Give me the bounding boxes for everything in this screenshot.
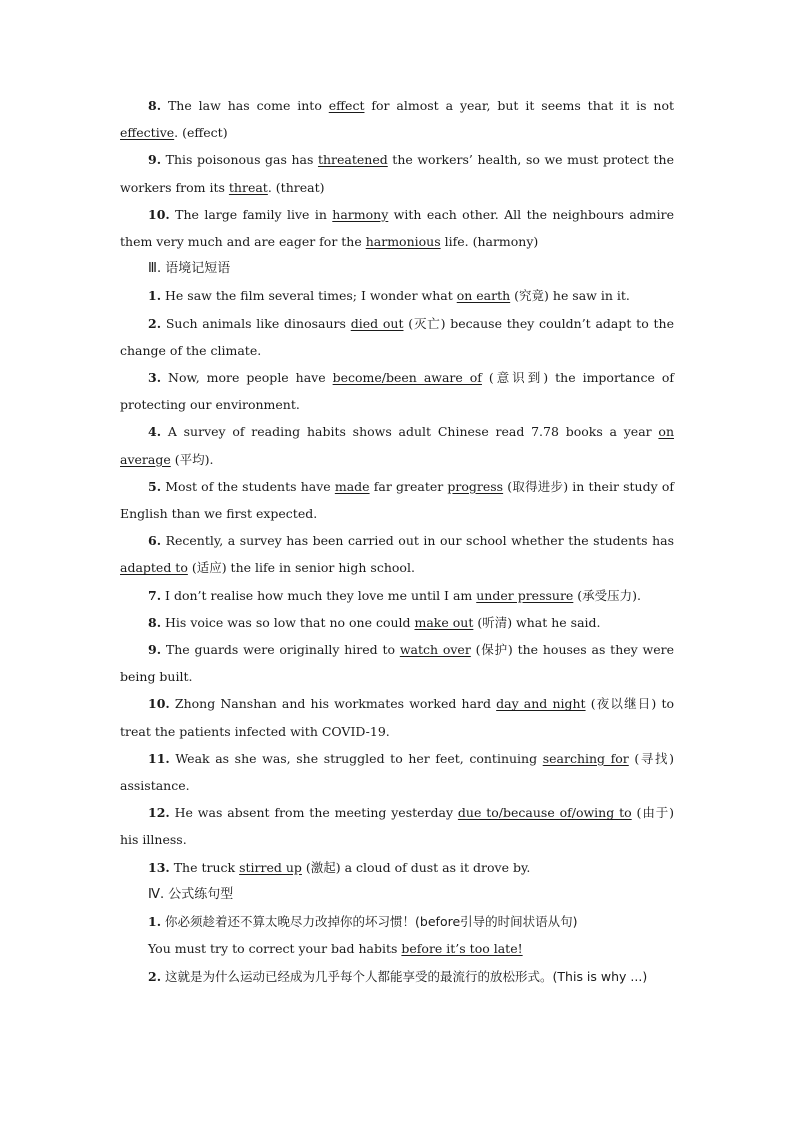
exercise-item: 11. Weak as she was, she struggled to her feet, continuing searching for (寻找) assistance.: [120, 750, 674, 794]
answer: threat: [228, 179, 268, 195]
item-number: 1.: [148, 914, 162, 930]
item-number: 3.: [148, 370, 162, 386]
exercise-item: 2. 这就是为什么运动已经成为几乎每个人都能享受的最流行的放松形式。(This is why ...): [148, 968, 648, 984]
exercise-item: 6. Recently, a survey has been carried out in our school whether the students has adapted to (适应) the life in senior high school.: [120, 533, 674, 576]
item-number: 4.: [148, 424, 162, 440]
answer: searching for: [542, 750, 629, 766]
answer: effective: [120, 125, 175, 141]
exercise-item: 1. 你必须趁着还不算太晚尽力改掉你的坏习惯！(before引导的时间状语从句): [148, 914, 578, 930]
exercise-item: 8. His voice was so low that no one could make out (听清) what he said.: [148, 614, 601, 630]
exercise-item: 8. The law has come into effect for almost a year, but it seems that it is not effective. (effect): [120, 98, 674, 141]
item-number: 5.: [148, 478, 162, 494]
answer: threatened: [317, 152, 388, 168]
answer: make out: [414, 614, 474, 630]
item-number: 12.: [148, 805, 170, 821]
answer: due to/because of/owing to: [457, 805, 632, 821]
item-number: 8.: [148, 98, 162, 113]
answer: stirred up: [239, 859, 302, 875]
answer: died out: [350, 315, 404, 331]
item-number: 13.: [148, 859, 170, 875]
item-number: 9.: [148, 642, 162, 658]
answer: become/been aware of: [332, 370, 482, 386]
answer: on earth: [456, 288, 511, 304]
item-number: 11.: [148, 750, 170, 766]
document-content: [120, 92, 674, 990]
item-number: 2.: [148, 315, 162, 331]
answer: watch over: [399, 642, 471, 658]
answer: made: [334, 478, 370, 494]
answer-sentence: You must try to correct your bad habits before it’s too late!: [148, 941, 523, 957]
item-number: 10.: [148, 206, 170, 222]
item-number: 9.: [148, 152, 162, 168]
exercise-item: 3. Now, more people have become/been aware of (意识到) the importance of protecting our environment.: [120, 370, 674, 413]
section-heading: Ⅳ. 公式练句型: [148, 886, 234, 902]
item-number: 8.: [148, 614, 162, 630]
answer: under pressure: [476, 587, 574, 603]
exercise-item: 9. The guards were originally hired to watch over (保护) the houses as they were being built.: [120, 642, 674, 685]
answer: harmony: [332, 206, 389, 222]
item-number: 1.: [148, 288, 162, 304]
exercise-item: 5. Most of the students have made far greater progress (取得进步) in their study of English than we first expected.: [120, 478, 674, 522]
exercise-item: 10. The large family live in harmony with each other. All the neighbours admire them very much and are eager for the harmonious life. (harmony): [120, 206, 674, 250]
answer: adapted to: [120, 560, 188, 576]
exercise-item: 10. Zhong Nanshan and his workmates worked hard day and night (夜以继日) to treat the patients infected with COVID-19.: [120, 696, 674, 739]
exercise-item: 7. I don’t realise how much they love me until I am under pressure (承受压力).: [148, 587, 642, 603]
answer: on average: [120, 424, 674, 467]
exercise-item: 1. He saw the film several times; I wonder what on earth (究竟) he saw in it.: [148, 288, 630, 304]
section-heading: Ⅲ. 语境记短语: [148, 261, 231, 277]
item-number: 6.: [148, 533, 162, 549]
answer: day and night: [496, 696, 586, 712]
item-number: 10.: [148, 696, 170, 712]
exercise-item: 9. This poisonous gas has threatened the workers’ health, so we must protect the workers from its threat. (threat): [120, 152, 674, 195]
item-number: 2.: [148, 968, 162, 984]
exercise-item: 13. The truck stirred up (激起) a cloud of dust as it drove by.: [148, 859, 531, 875]
answer: progress: [447, 478, 504, 494]
exercise-item: 12. He was absent from the meeting yesterday due to/because of/owing to (由于) his illness.: [120, 805, 675, 848]
answer: harmonious: [365, 234, 441, 250]
answer: before it’s too late!: [401, 941, 523, 957]
answer: effect: [328, 98, 365, 113]
exercise-item: 2. Such animals like dinosaurs died out (灭亡) because they couldn’t adapt to the change of the climate.: [120, 315, 674, 358]
item-number: 7.: [148, 587, 162, 603]
exercise-item: 4. A survey of reading habits shows adult Chinese read 7.78 books a year on average (平均).: [120, 424, 674, 467]
